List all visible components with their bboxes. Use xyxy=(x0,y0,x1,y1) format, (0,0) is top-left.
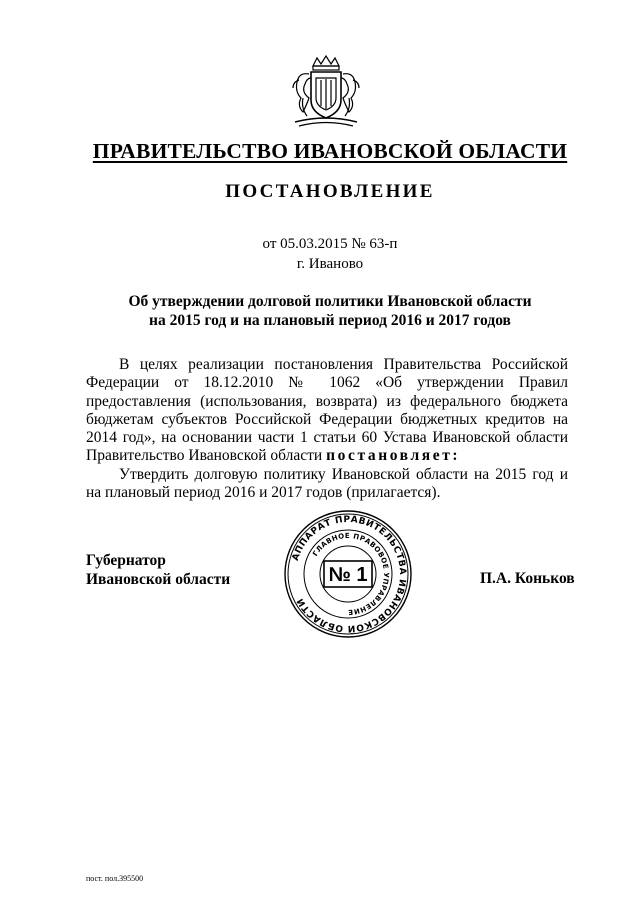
document-type-title: ПОСТАНОВЛЕНИЕ xyxy=(225,181,435,202)
resolution-keyword: постановляет: xyxy=(326,447,461,465)
official-stamp xyxy=(282,508,414,640)
signer-position xyxy=(86,551,230,589)
signer-position-line-1: Губернатор xyxy=(86,552,166,569)
signer-name: П.А. Коньков xyxy=(480,570,575,587)
heading-line-2: на 2015 год и на плановый период 2016 и 2017 годов xyxy=(149,312,511,329)
paragraph-1 xyxy=(86,356,568,466)
body-text xyxy=(86,356,568,502)
date-and-number: от 05.03.2015 № 63-п xyxy=(262,236,398,252)
government-title: ПРАВИТЕЛЬСТВО ИВАНОВСКОЙ ОБЛАСТИ xyxy=(92,139,568,163)
stamp-outer-text: АППАРАТ ПРАВИТЕЛЬСТВА ИВАНОВСКОЙ ОБЛАСТИ xyxy=(290,514,408,634)
heading-line-1: Об утверждении долговой политики Ивановской области xyxy=(128,293,532,310)
footer-code: пост. пол.395500 xyxy=(86,874,144,883)
stamp-number: № 1 xyxy=(328,564,368,586)
paragraph-2: Утвердить долговую политику Ивановской области на 2015 год и на плановый период 2016 и 2017 годов (прилагается). xyxy=(86,465,568,502)
document-heading xyxy=(60,292,600,330)
coat-of-arms-emblem xyxy=(287,52,365,130)
paragraph-1-text: В целях реализации постановления Правительства Российской Федерации от 18.12.2010 № 1062 «Об утверждении Правил предоставления (использования, возврата) из федерального бюджета бюджетам субъектов Российской Федерации бюджетных кредитов на 2014 год», на основании части 1 статьи 60 Устава Ивановской области Правительство Ивановской области xyxy=(86,356,568,465)
signer-position-line-2: Ивановской области xyxy=(86,571,231,588)
city: г. Иваново xyxy=(296,256,364,272)
stamp-inner-text: ГЛАВНОЕ ПРАВОВОЕ УПРАВЛЕНИЕ xyxy=(311,531,391,617)
